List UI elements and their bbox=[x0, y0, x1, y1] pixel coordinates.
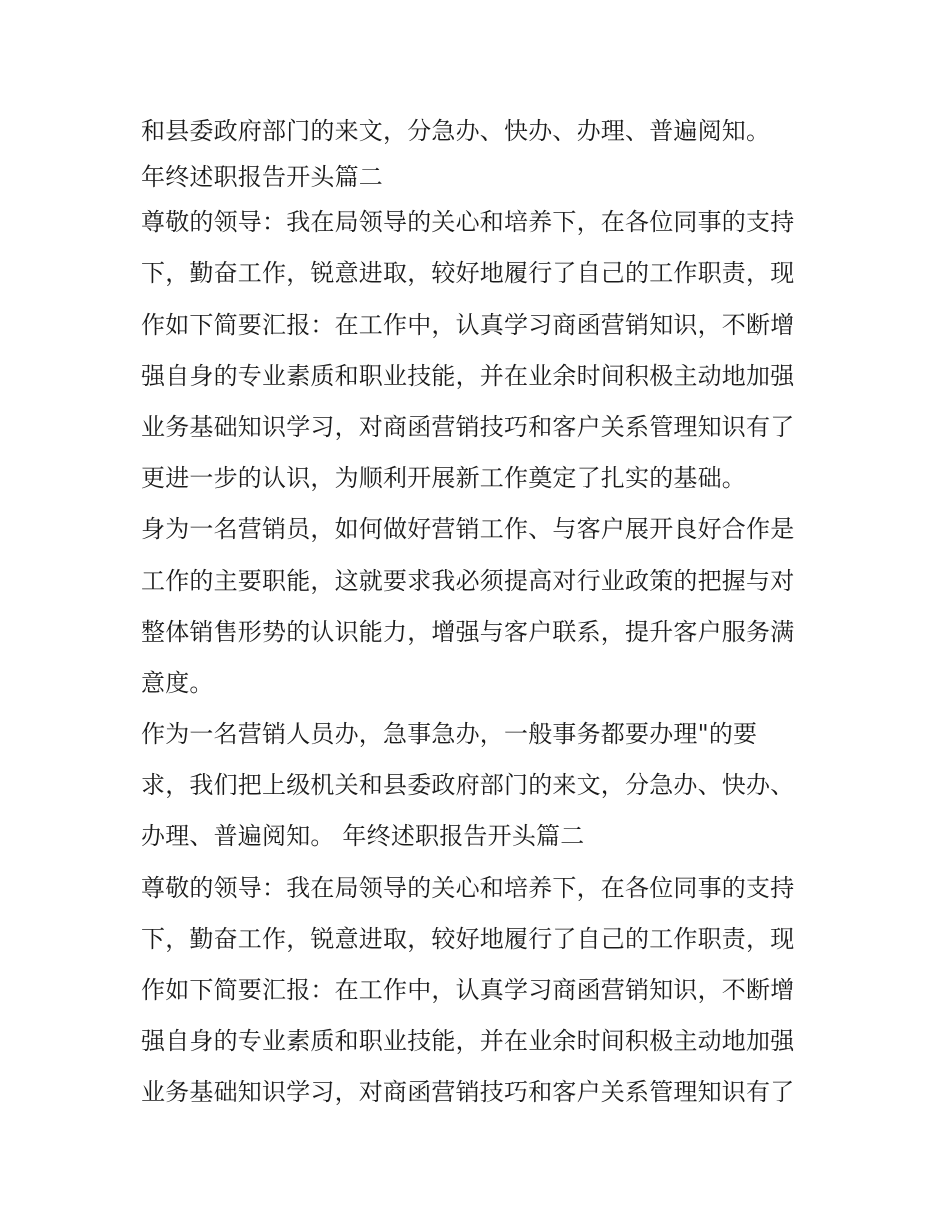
text-line: 和县委政府部门的来文，分急办、快办、办理、普遍阅知。 bbox=[141, 117, 771, 145]
text-line: 强自身的专业素质和职业技能，并在业余时间积极主动地加强 bbox=[141, 361, 795, 390]
text-line: 下，勤奋工作，锐意进取，较好地履行了自己的工作职责，现 bbox=[141, 259, 795, 288]
text-line: 求，我们把上级机关和县委政府部门的来文，分急办、快办、 bbox=[141, 771, 795, 800]
document-body bbox=[141, 106, 831, 1119]
text-line: 尊敬的领导：我在局领导的关心和培养下，在各位同事的支持 bbox=[141, 873, 795, 902]
text-line: 下，勤奋工作，锐意进取，较好地履行了自己的工作职责，现 bbox=[141, 924, 795, 953]
text-line: 作如下简要汇报：在工作中，认真学习商函营销知识，不断增 bbox=[141, 976, 795, 1004]
text-line: 更进一步的认识，为顺利开展新工作奠定了扎实的基础。 bbox=[141, 464, 746, 493]
section-heading: 年终述职报告开头篇二 bbox=[141, 163, 383, 192]
text-line: 意度。 bbox=[141, 668, 214, 697]
text-line: 强自身的专业素质和职业技能，并在业余时间积极主动地加强 bbox=[141, 1027, 795, 1056]
text-line: 整体销售形势的认识能力，增强与客户联系，提升客户服务满 bbox=[141, 617, 795, 646]
text-line: 作如下简要汇报：在工作中，认真学习商函营销知识，不断增 bbox=[141, 310, 795, 339]
text-line: 业务基础知识学习，对商函营销技巧和客户关系管理知识有了 bbox=[141, 412, 795, 441]
text-line: 工作的主要职能，这就要求我必须提高对行业政策的把握与对 bbox=[141, 566, 795, 595]
text-line: 作为一名营销人员办，急事急办，一般事务都要办理"的要 bbox=[141, 720, 758, 749]
text-line: 办理、普遍阅知。 年终述职报告开头篇二 bbox=[141, 822, 585, 851]
text-line: 尊敬的领导：我在局领导的关心和培养下，在各位同事的支持 bbox=[141, 208, 795, 237]
text-line: 业务基础知识学习，对商函营销技巧和客户关系管理知识有了 bbox=[141, 1078, 795, 1107]
text-line: 身为一名营销员，如何做好营销工作、与客户展开良好合作是 bbox=[141, 515, 795, 544]
